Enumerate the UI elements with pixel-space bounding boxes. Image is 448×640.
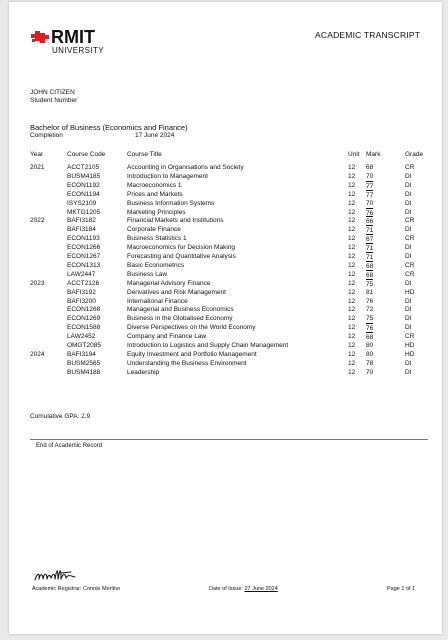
mark-value: 68 (366, 271, 374, 279)
cell-grade: DI (405, 297, 412, 305)
cell-unit: 12 (348, 253, 356, 260)
table-row (30, 208, 430, 217)
cell-grade: DI (405, 315, 412, 323)
cell-mark (366, 314, 396, 323)
cell-unit: 12 (348, 359, 356, 367)
table-row (30, 234, 430, 243)
table-row (30, 314, 430, 323)
mark-value: 77 (366, 191, 374, 199)
cell-unit: 12 (348, 190, 356, 198)
header-mark: Mark (366, 151, 381, 158)
cell-mark (366, 350, 396, 359)
cell-course-code: BAFI3184 (67, 226, 96, 234)
table-row (30, 368, 430, 377)
mark-value: 75 (366, 315, 374, 323)
cell-course-title: Introduction to Management (127, 172, 208, 180)
cell-course-code: MKTG1205 (67, 208, 101, 216)
mark-value: 75 (366, 280, 374, 288)
cell-course-code: ECON1192 (67, 181, 100, 189)
cell-mark (366, 163, 396, 172)
transcript-page (9, 2, 442, 634)
cell-course-title: Business Law (127, 270, 168, 278)
cell-mark (366, 341, 396, 350)
cell-grade: DI (405, 359, 412, 367)
cell-grade: DI (405, 368, 412, 376)
student-number-label: Student Number (30, 97, 78, 104)
cell-course-title: Introduction to Logistics and Supply Chain Management (127, 342, 289, 349)
cell-course-code: ECON1313 (67, 261, 101, 269)
table-row (30, 323, 430, 332)
cell-course-title: Basic Econometrics (127, 261, 185, 269)
cell-unit: 12 (348, 315, 356, 323)
cell-grade: CR (405, 333, 415, 341)
cell-grade: HD (405, 288, 415, 296)
issue-label: Date of Issue: (209, 586, 243, 592)
completion-label: Completion (30, 132, 63, 139)
cell-grade: CR (405, 270, 415, 278)
table-row (30, 181, 430, 190)
table-row (30, 252, 430, 261)
table-row (30, 190, 430, 199)
registrar-label: Academic Registrar: Connie Merlino (32, 586, 121, 592)
table-row (30, 332, 430, 341)
issue-date: 27 June 2024 (244, 586, 278, 592)
document-title: ACADEMIC TRANSCRIPT (315, 30, 421, 40)
header-unit: Unit (348, 151, 360, 158)
table-row (30, 199, 430, 208)
cell-course-code: ECON1194 (67, 190, 100, 198)
cell-unit: 12 (348, 324, 356, 332)
program-name: Bachelor of Business (Economics and Finance) (30, 123, 188, 132)
mark-value: 70 (366, 199, 374, 207)
table-row (30, 279, 430, 288)
cell-year: 2021 (30, 164, 45, 171)
cell-grade: HD (405, 350, 415, 358)
mark-value: 76 (366, 209, 374, 217)
cell-course-code: BAFI3192 (67, 288, 96, 296)
cell-grade: DI (405, 199, 412, 207)
completion-date: 17 June 2024 (135, 132, 175, 139)
table-row (30, 297, 430, 306)
cell-unit: 12 (348, 244, 356, 252)
cell-mark (366, 199, 396, 208)
rmit-pixel-logo-icon (31, 31, 49, 45)
divider (30, 439, 428, 440)
table-row (30, 216, 430, 225)
mark-value: 68 (366, 262, 374, 270)
cell-course-title: International Finance (127, 297, 188, 305)
cell-course-title: Business Information Systems (127, 199, 215, 207)
mark-value: 68 (366, 334, 374, 342)
cell-unit: 12 (348, 181, 356, 189)
cell-course-title: Accounting in Organisations and Society (127, 164, 244, 171)
cell-unit: 12 (348, 261, 356, 269)
cell-unit: 12 (348, 217, 356, 225)
cell-grade: DI (405, 226, 412, 234)
cell-grade: DI (405, 244, 412, 252)
mark-value: 78 (366, 359, 374, 367)
mark-value: 70 (366, 368, 374, 376)
cell-year: 2023 (30, 279, 45, 287)
cell-mark (366, 172, 396, 181)
cell-course-title: Business in the Globalised Economy (127, 315, 233, 323)
mark-value: 81 (366, 288, 374, 296)
table-row (30, 359, 430, 368)
mark-value: 66 (366, 218, 374, 226)
header-code: Course Code (67, 151, 106, 158)
cell-course-title: Marketing Principles (127, 208, 186, 216)
cell-grade: HD (405, 342, 415, 349)
cell-grade: CR (405, 164, 415, 171)
mark-value: 68 (366, 164, 374, 171)
cell-grade: DI (405, 208, 412, 216)
cell-course-code: BAFI3182 (67, 217, 96, 225)
logo-wordmark: RMIT (51, 27, 95, 47)
registrar-signature-icon (31, 564, 101, 586)
cell-unit: 12 (348, 199, 356, 207)
cell-course-code: ACCT2126 (67, 279, 100, 287)
cell-grade: DI (405, 172, 412, 180)
cell-unit: 12 (348, 306, 356, 314)
cell-unit: 12 (348, 208, 356, 216)
cell-unit: 12 (348, 235, 356, 243)
cell-grade: DI (405, 253, 412, 260)
cell-unit: 12 (348, 226, 356, 234)
cell-course-code: ECON1267 (67, 253, 101, 260)
cell-unit: 12 (348, 350, 356, 358)
cell-year: 2022 (30, 217, 45, 225)
cell-year: 2024 (30, 350, 45, 358)
cell-course-title: Macroeconomics 1 (127, 181, 182, 189)
header-title: Course Title (127, 151, 162, 158)
cell-grade: CR (405, 217, 415, 225)
mark-value: 71 (366, 227, 374, 235)
mark-value: 70 (366, 172, 374, 180)
table-row (30, 225, 430, 234)
cell-course-code: BUSM2565 (67, 359, 101, 367)
cell-grade: DI (405, 181, 412, 189)
cell-mark (366, 305, 396, 314)
cell-grade: CR (405, 235, 415, 243)
cell-grade: DI (405, 306, 412, 314)
cell-unit: 12 (348, 333, 356, 341)
table-row (30, 243, 430, 252)
page-number: Page 1 of 1 (387, 586, 416, 592)
cell-course-title: Managerial and Business Economics (127, 306, 234, 314)
cell-course-title: Financial Markets and Institutions (127, 217, 224, 225)
student-name: JOHN CITIZEN (30, 89, 75, 96)
cell-course-title: Leadership (127, 368, 160, 376)
cell-course-code: BAFI3200 (67, 297, 96, 305)
cell-grade: DI (405, 190, 412, 198)
logo-subtitle: UNIVERSITY (52, 46, 105, 55)
cell-mark (366, 359, 396, 368)
cell-course-code: ECON1193 (67, 235, 100, 243)
table-row (30, 261, 430, 270)
cell-course-code: ECON1266 (67, 244, 101, 252)
table-header (30, 150, 430, 159)
mark-value: 71 (366, 245, 374, 253)
cell-course-code: BAFI3194 (67, 350, 96, 358)
cell-grade: CR (405, 261, 415, 269)
cell-unit: 12 (348, 172, 356, 180)
cell-course-title: Forecasting and Quantitative Analysis (127, 253, 236, 260)
header-year: Year (30, 151, 44, 158)
cell-course-title: Diverse Perspectives on the World Economy (127, 324, 256, 332)
cell-unit: 12 (348, 164, 356, 171)
table-row (30, 305, 430, 314)
table-row (30, 350, 430, 359)
cell-course-title: Understanding the Business Environment (127, 359, 247, 367)
cell-course-title: Prices and Markets (127, 190, 183, 198)
cell-course-code: ECON1268 (67, 306, 101, 314)
cell-course-title: Company and Finance Law (127, 333, 207, 341)
cell-course-title: Derivatives and Risk Management (127, 288, 226, 296)
completion-line (30, 132, 175, 140)
cell-course-code: LAW2447 (67, 270, 96, 278)
mark-value: 72 (366, 306, 374, 314)
mark-value: 76 (366, 325, 374, 333)
cell-mark (366, 297, 396, 306)
cell-course-code: BUSM4188 (67, 368, 101, 376)
mark-value: 80 (366, 342, 374, 349)
mark-value: 77 (366, 182, 374, 190)
cell-unit: 12 (348, 368, 356, 376)
cell-unit: 12 (348, 270, 356, 278)
table-row (30, 163, 430, 172)
table-row (30, 270, 430, 279)
issue-date-line (209, 586, 278, 593)
mark-value: 80 (366, 350, 374, 358)
cell-grade: DI (405, 279, 412, 287)
cell-mark (366, 288, 396, 297)
cell-course-title: Macroeconomics for Decision Making (127, 244, 236, 252)
cell-course-title: Business Statistics 1 (127, 235, 187, 243)
cell-course-code: ACCT2105 (67, 164, 100, 171)
cell-unit: 12 (348, 288, 356, 296)
cell-course-title: Equity Investment and Portfolio Management (127, 350, 257, 358)
cell-course-code: OMGT2085 (67, 342, 101, 349)
cell-course-code: BUSM4185 (67, 172, 101, 180)
cumulative-gpa: Cumulative GPA: 2.9 (30, 413, 91, 420)
cell-course-code: ECON1269 (67, 315, 101, 323)
mark-value: 67 (366, 236, 374, 244)
table-row (30, 288, 430, 297)
cell-course-code: ISYS2109 (67, 199, 97, 207)
cell-unit: 12 (348, 297, 356, 305)
cell-unit: 12 (348, 342, 356, 349)
cell-course-title: Corporate Finance (127, 226, 181, 234)
cell-course-code: LAW2452 (67, 333, 96, 341)
student-details (30, 89, 77, 105)
header-grade: Grade (405, 151, 424, 158)
table-row (30, 172, 430, 181)
cell-mark (366, 368, 396, 377)
cell-course-code: ECON1588 (67, 324, 101, 332)
cell-grade: DI (405, 324, 412, 332)
mark-value: 71 (366, 254, 374, 261)
cell-unit: 12 (348, 279, 356, 287)
mark-value: 76 (366, 297, 374, 305)
table-row (30, 341, 430, 350)
end-of-record: End of Academic Record (36, 443, 103, 449)
cell-course-title: Managerial Advisory Finance (127, 279, 211, 287)
